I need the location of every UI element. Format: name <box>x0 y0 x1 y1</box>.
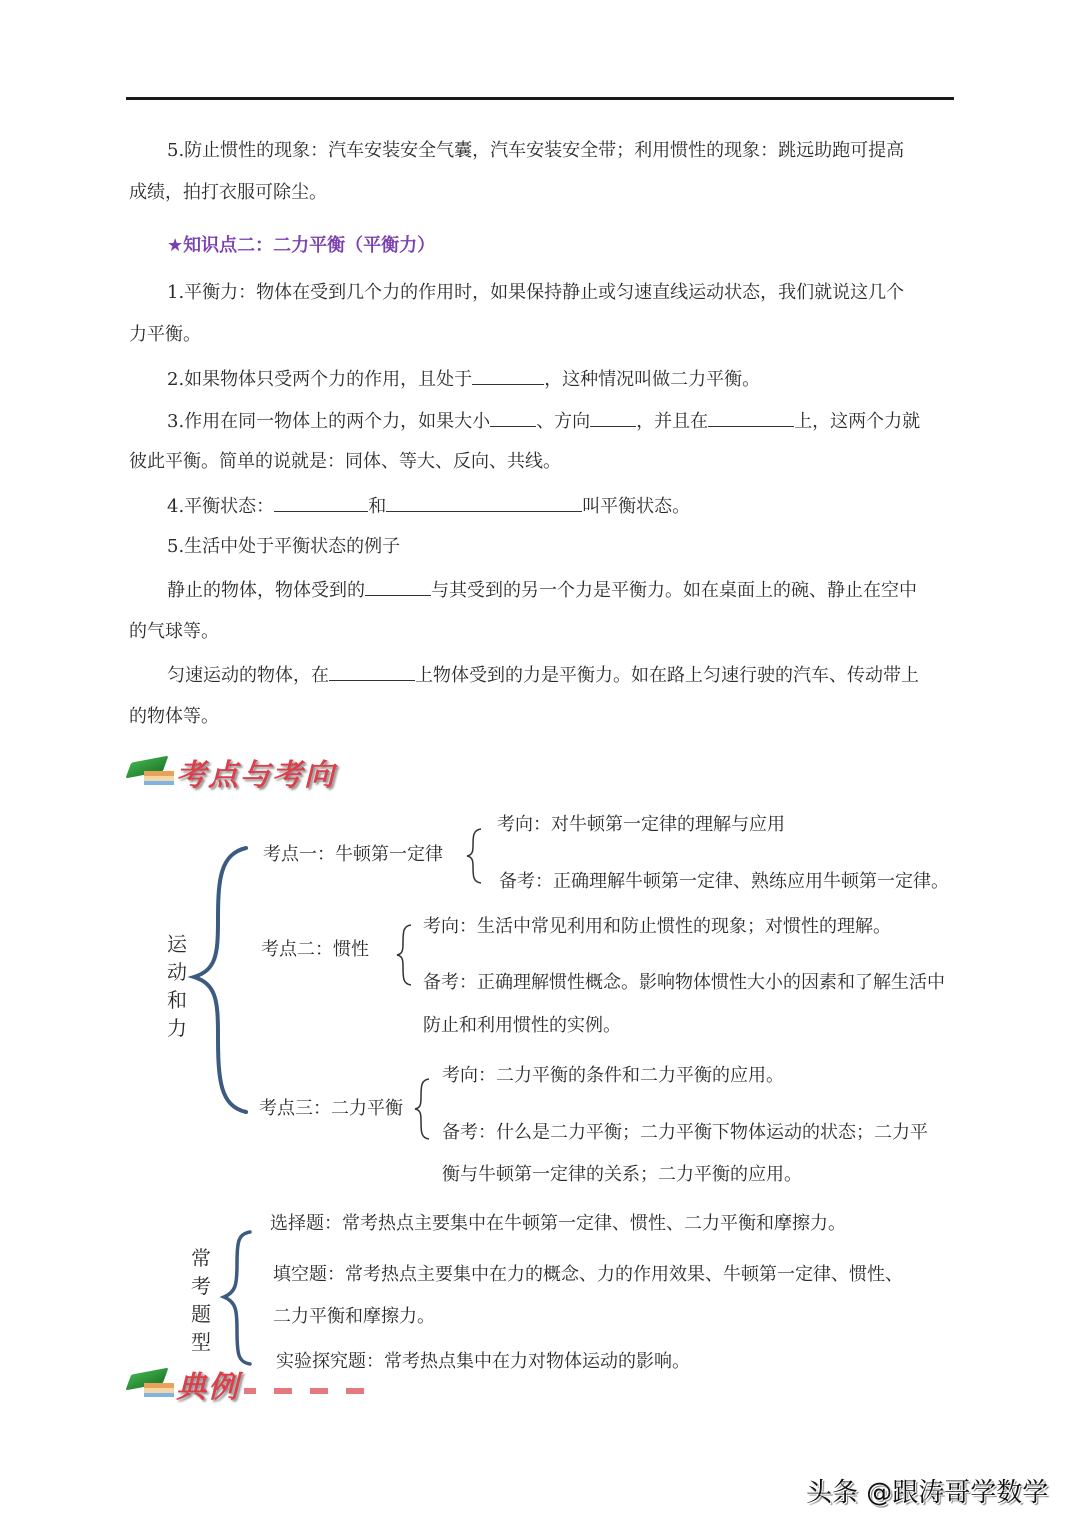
header-rule <box>126 97 954 100</box>
uniform-text-b: 上物体受到的力是平衡力。如在路上匀速行驶的汽车、传动带上 <box>415 665 919 686</box>
exam-point-2-prep-line2: 防止和利用惯性的实例。 <box>423 1015 621 1036</box>
root-label-question-types: 常 考 题 型 <box>191 1246 211 1354</box>
section-banner-examples <box>130 1362 364 1406</box>
exam-point-1-direction: 考向：对牛顿第一定律的理解与应用 <box>497 814 785 835</box>
static-text-b: 与其受到的另一个力是平衡力。如在桌面上的碗、静止在空中 <box>431 580 917 601</box>
static-text-a: 静止的物体，物体受到的 <box>167 580 365 601</box>
question-type-fill-line1: 填空题：常考热点主要集中在力的概念、力的作用效果、牛顿第一定律、惯性、 <box>273 1264 903 1285</box>
paragraph-kp2-item2 <box>167 366 760 392</box>
paragraph-kp2-item1-line1: 1.平衡力：物体在受到几个力的作用时，如果保持静止或匀速直线运动状态，我们就说这几个 <box>167 282 905 303</box>
occluded-banner-fragment <box>244 1388 364 1394</box>
banner-title: 考点与考向 <box>176 758 336 793</box>
small-brace-icon <box>393 922 415 988</box>
item3-text-d: 上，这两个力就 <box>794 411 921 432</box>
exam-point-2-prep-line1: 备考：正确理解惯性概念。影响物体惯性大小的因素和了解生活中 <box>423 972 945 993</box>
small-brace-icon <box>411 1076 433 1142</box>
item4-text-b: 和 <box>368 496 387 517</box>
book-icon <box>130 757 176 787</box>
item3-text-b: 、方向 <box>536 411 591 432</box>
exam-point-3-direction: 考向：二力平衡的条件和二力平衡的应用。 <box>442 1065 784 1086</box>
banner-title: 典例 <box>176 1370 240 1405</box>
root-label-motion-force: 运 动 和 力 <box>167 932 187 1040</box>
paragraph-uniform-example <box>167 662 919 688</box>
section-banner-exam-points <box>130 750 336 794</box>
exam-point-1-prep: 备考：正确理解牛顿第一定律、熟练应用牛顿第一定律。 <box>499 871 949 892</box>
large-brace-icon <box>180 840 250 1120</box>
paragraph-item5-line1: 5.防止惯性的现象：汽车安装安全气囊，汽车安装安全带；利用惯性的现象：跳远助跑可提高 <box>167 140 905 161</box>
paragraph-uniform-line2: 的物体等。 <box>129 706 219 727</box>
item4-text-a: 4.平衡状态： <box>167 496 275 517</box>
small-brace-icon <box>463 826 485 886</box>
paragraph-kp2-item3 <box>167 408 920 434</box>
fill-blank <box>365 577 431 596</box>
paragraph-kp2-item3-line2: 彼此平衡。简单的说就是：同体、等大、反向、共线。 <box>129 451 561 472</box>
uniform-text-a: 匀速运动的物体，在 <box>167 665 329 686</box>
question-type-choice: 选择题：常考热点主要集中在牛顿第一定律、惯性、二力平衡和摩擦力。 <box>270 1213 846 1234</box>
exam-point-2-direction: 考向：生活中常见利用和防止惯性的现象；对惯性的理解。 <box>423 916 891 937</box>
item3-text-c: ，并且在 <box>636 411 709 432</box>
fill-blank <box>472 366 544 385</box>
exam-point-2-label: 考点二：惯性 <box>261 939 369 960</box>
paragraph-kp2-item1-line2: 力平衡。 <box>129 324 201 345</box>
fill-blank <box>490 408 536 427</box>
paragraph-static-example <box>167 577 917 603</box>
item2-text-b: ，这种情况叫做二力平衡。 <box>544 369 761 390</box>
exam-point-3-label: 考点三：二力平衡 <box>259 1098 403 1119</box>
item2-text-a: 2.如果物体只受两个力的作用，且处于 <box>167 369 473 390</box>
item4-text-c: 叫平衡状态。 <box>582 496 691 517</box>
exam-point-3-prep-line1: 备考：什么是二力平衡；二力平衡下物体运动的状态；二力平 <box>442 1122 928 1143</box>
exam-point-1-label: 考点一：牛顿第一定律 <box>263 844 443 865</box>
paragraph-kp2-item5: 5.生活中处于平衡状态的例子 <box>167 536 401 557</box>
section-heading-kp2: ★知识点二：二力平衡（平衡力） <box>167 235 436 256</box>
paragraph-static-line2: 的气球等。 <box>129 621 219 642</box>
paragraph-kp2-item4 <box>167 493 690 519</box>
fill-blank <box>329 662 415 681</box>
fill-blank <box>274 493 368 512</box>
fill-blank <box>590 408 636 427</box>
watermark: 头条 @跟涛哥学数学 <box>806 1478 1049 1508</box>
paragraph-item5-line2: 成绩，拍打衣服可除尘。 <box>129 182 327 203</box>
question-type-experiment: 实验探究题：常考热点集中在力对物体运动的影响。 <box>276 1351 690 1372</box>
fill-blank <box>386 493 582 512</box>
book-icon <box>130 1369 176 1399</box>
exam-point-3-prep-line2: 衡与牛顿第一定律的关系；二力平衡的应用。 <box>442 1164 802 1185</box>
question-type-fill-line2: 二力平衡和摩擦力。 <box>273 1306 435 1327</box>
item3-text-a: 3.作用在同一物体上的两个力，如果大小 <box>167 411 491 432</box>
medium-brace-icon <box>218 1228 254 1368</box>
fill-blank <box>708 408 794 427</box>
